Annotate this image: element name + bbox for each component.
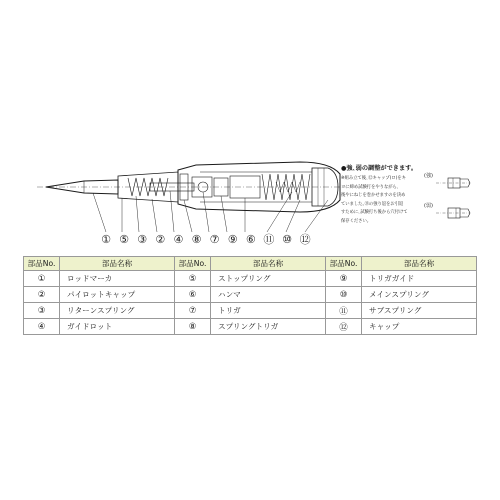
part-number-label: ⑧ xyxy=(191,233,202,246)
weak-setting-diagram xyxy=(436,208,470,218)
part-no: ① xyxy=(24,271,60,287)
part-no: ② xyxy=(24,287,60,303)
part-no: ④ xyxy=(24,319,60,335)
strong-mode-label: (強) xyxy=(424,173,433,179)
strong-setting-diagram xyxy=(436,178,470,188)
callout-note-line: ヨに締め試験打をやりながら､ xyxy=(341,184,400,190)
callout-heading: ●強､弱の調整ができます。 xyxy=(341,165,418,172)
part-number-label: ② xyxy=(155,233,166,246)
part-number-labels xyxy=(101,233,311,246)
part-number-label: ⑫ xyxy=(299,233,311,246)
part-number-label: ① xyxy=(101,233,111,246)
callout-note-line: ※組み立て後､⑫キャップ(ロ)をキ xyxy=(341,176,406,181)
table-row xyxy=(24,271,477,287)
part-number-label: ⑦ xyxy=(209,233,220,246)
callout-note xyxy=(341,175,417,227)
callout-note-line: 保存ください｡ xyxy=(341,218,369,224)
part-name-header: 部品名称 xyxy=(60,257,175,271)
part-no: ⑫ xyxy=(326,319,362,335)
part-number-label: ④ xyxy=(173,233,184,246)
table-row xyxy=(24,303,477,319)
part-name: リターンスプリング xyxy=(60,303,175,319)
part-name-header: 部品名称 xyxy=(211,257,326,271)
part-no: ⑤ xyxy=(175,271,211,287)
part-number-label: ⑥ xyxy=(245,233,256,246)
part-no: ⑩ xyxy=(326,287,362,303)
callout-note-line: 後やにねじを巻かせますのを決め xyxy=(341,193,406,199)
callout-note-line: ていました｡⑬の強り返をお引返 xyxy=(341,201,404,207)
part-number-label: ③ xyxy=(137,233,148,246)
part-name: スプリングトリガ xyxy=(211,319,326,335)
part-no: ⑧ xyxy=(175,319,211,335)
part-name: メインスプリング xyxy=(362,287,477,303)
part-name: ガイドロット xyxy=(60,319,175,335)
part-name: パイロットキャップ xyxy=(60,287,175,303)
part-no: ⑥ xyxy=(175,287,211,303)
part-no: ③ xyxy=(24,303,60,319)
table-row xyxy=(24,319,477,335)
part-number-label: ⑩ xyxy=(282,233,292,246)
part-no: ⑨ xyxy=(326,271,362,287)
part-name-header: 部品名称 xyxy=(362,257,477,271)
part-name: サブスプリング xyxy=(362,303,477,319)
part-no-header: 部品No. xyxy=(326,257,362,271)
parts-table xyxy=(23,256,477,335)
part-name: ストップリング xyxy=(211,271,326,287)
adjustment-callout xyxy=(341,163,417,227)
parts-table-header xyxy=(24,257,477,271)
part-no-header: 部品No. xyxy=(24,257,60,271)
part-name: ハンマ xyxy=(211,287,326,303)
part-number-label: ⑨ xyxy=(227,233,238,246)
part-no-header: 部品No. xyxy=(175,257,211,271)
table-row xyxy=(24,287,477,303)
weak-mode-label: (弱) xyxy=(424,203,433,209)
part-name: トリガガイド xyxy=(362,271,477,287)
part-name: トリガ xyxy=(211,303,326,319)
part-number-label: ⑤ xyxy=(119,233,130,246)
hammer xyxy=(230,176,260,198)
part-name: キャップ xyxy=(362,319,477,335)
part-name: ロッドマーカ xyxy=(60,271,175,287)
part-no: ⑪ xyxy=(326,303,362,319)
part-no: ⑦ xyxy=(175,303,211,319)
callout-note-line: すために､試験打ち後から穴付けて xyxy=(341,210,408,216)
part-number-label: ⑪ xyxy=(263,233,275,246)
